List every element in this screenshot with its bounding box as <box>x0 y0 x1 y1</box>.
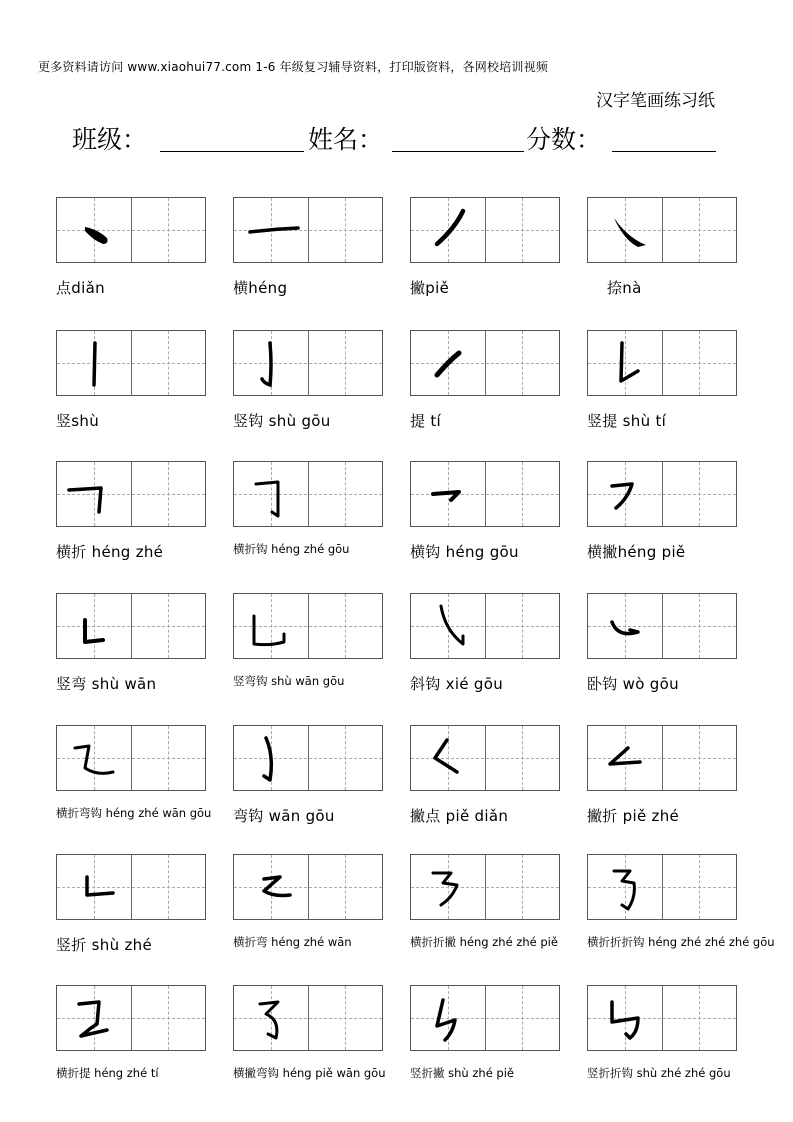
stroke-label: 卧钩 wò gōu <box>587 675 679 693</box>
stroke-label: 横héng <box>233 279 288 297</box>
stroke-label: 竖折撇 shù zhé piě <box>410 1066 515 1080</box>
stroke-shuzhepie-icon <box>411 986 485 1050</box>
stroke-cell-shuzhepie <box>410 985 560 1105</box>
stroke-label: 横折弯钩 héng zhé wān gōu <box>56 806 212 820</box>
practice-grid[interactable] <box>56 725 206 791</box>
stroke-label: 横折钩 héng zhé gōu <box>233 542 350 556</box>
stroke-piezhe-icon <box>588 726 662 790</box>
stroke-hengzhezhezhegou-icon <box>588 855 662 919</box>
stroke-label: 横折弯 héng zhé wān <box>233 935 352 949</box>
stroke-label: 横折提 héng zhé tí <box>56 1066 159 1080</box>
practice-grid[interactable] <box>56 593 206 659</box>
score-label: 分数： <box>526 125 602 154</box>
stroke-henggou-icon <box>411 462 485 526</box>
stroke-piedian-icon <box>411 726 485 790</box>
stroke-xiegou-icon <box>411 594 485 658</box>
stroke-label: 横钩 héng gōu <box>410 543 519 561</box>
stroke-shuwangou-icon <box>234 594 308 658</box>
practice-grid[interactable] <box>233 461 383 527</box>
stroke-label: 竖弯钩 shù wān gōu <box>233 674 345 688</box>
stroke-hengpiewangou-icon <box>234 986 308 1050</box>
practice-grid[interactable] <box>410 330 560 396</box>
stroke-label: 竖折折钩 shù zhé zhé gōu <box>587 1066 731 1080</box>
practice-grid[interactable] <box>587 330 737 396</box>
practice-grid[interactable] <box>410 985 560 1051</box>
stroke-cell-hengzhegou <box>233 461 383 581</box>
stroke-cell-wangou <box>233 725 383 845</box>
practice-grid[interactable] <box>233 330 383 396</box>
stroke-label: 斜钩 xié gōu <box>410 675 504 693</box>
stroke-label: 横折折撇 héng zhé zhé piě <box>410 935 558 949</box>
stroke-label: 弯钩 wān gōu <box>233 807 335 825</box>
class-label: 班级： <box>72 125 148 154</box>
stroke-shuti-icon <box>588 331 662 395</box>
document-title: 汉字笔画练习纸 <box>596 91 715 111</box>
stroke-label: 竖提 shù tí <box>587 412 667 430</box>
practice-grid[interactable] <box>587 593 737 659</box>
stroke-label: 竖折 shù zhé <box>56 936 152 954</box>
student-info-row <box>72 120 722 160</box>
score-blank[interactable] <box>612 151 716 152</box>
stroke-label: 横撇héng piě <box>587 543 686 561</box>
stroke-cell-hengpiewangou <box>233 985 386 1105</box>
stroke-hengzhezhepie-icon <box>411 855 485 919</box>
stroke-hengzhewangou-icon <box>57 726 131 790</box>
stroke-ti-icon <box>411 331 485 395</box>
stroke-cell-na <box>587 197 737 317</box>
stroke-cell-shu <box>56 330 206 450</box>
stroke-cell-ti <box>410 330 560 450</box>
stroke-label: 横折 héng zhé <box>56 543 164 561</box>
stroke-label: 点diǎn <box>56 279 105 297</box>
stroke-shuzhezhegou-icon <box>588 986 662 1050</box>
practice-grid[interactable] <box>56 854 206 920</box>
stroke-label: 竖shù <box>56 412 100 430</box>
stroke-shuwan-icon <box>57 594 131 658</box>
stroke-label: 横折折折钩 héng zhé zhé zhé gōu <box>587 935 775 949</box>
stroke-cell-pie <box>410 197 560 317</box>
stroke-dian-icon <box>57 198 131 262</box>
stroke-label: 竖钩 shù gōu <box>233 412 331 430</box>
stroke-label: 撇piě <box>410 279 450 297</box>
stroke-shuzhe-icon <box>57 855 131 919</box>
name-label: 姓名： <box>308 125 384 154</box>
practice-grid[interactable] <box>410 461 560 527</box>
stroke-cell-wogou <box>587 593 737 713</box>
practice-grid[interactable] <box>233 854 383 920</box>
stroke-shugou-icon <box>234 331 308 395</box>
stroke-cell-shuzhezhegou <box>587 985 737 1105</box>
stroke-cell-hengzhewangou <box>56 725 212 845</box>
stroke-cell-hengpie <box>587 461 737 581</box>
stroke-cell-xiegou <box>410 593 560 713</box>
practice-grid[interactable] <box>233 593 383 659</box>
stroke-shu-icon <box>57 331 131 395</box>
stroke-cell-shugou <box>233 330 383 450</box>
practice-grid[interactable] <box>587 985 737 1051</box>
stroke-cell-hengzhezhezhegou <box>587 854 775 974</box>
stroke-na-icon <box>588 198 662 262</box>
class-blank[interactable] <box>160 151 304 152</box>
practice-grid[interactable] <box>587 197 737 263</box>
stroke-heng-icon <box>234 198 308 262</box>
practice-grid[interactable] <box>56 197 206 263</box>
practice-grid[interactable] <box>233 197 383 263</box>
stroke-cell-hengzhezhepie <box>410 854 560 974</box>
practice-grid[interactable] <box>410 854 560 920</box>
stroke-label: 提 tí <box>410 412 442 430</box>
practice-grid[interactable] <box>587 461 737 527</box>
stroke-hengzhewan-icon <box>234 855 308 919</box>
stroke-cell-henggou <box>410 461 560 581</box>
stroke-hengzhegou-icon <box>234 462 308 526</box>
practice-grid[interactable] <box>587 854 737 920</box>
stroke-cell-dian <box>56 197 206 317</box>
practice-grid[interactable] <box>56 461 206 527</box>
stroke-label: 撇折 piě zhé <box>587 807 680 825</box>
practice-grid[interactable] <box>410 197 560 263</box>
stroke-label: 撇点 piě diǎn <box>410 807 509 825</box>
name-blank[interactable] <box>392 151 524 152</box>
stroke-label: 横撇弯钩 héng piě wān gōu <box>233 1066 386 1080</box>
site-note: 更多资料请访问 www.xiaohui77.com 1-6 年级复习辅导资料，打印版资料，各网校培训视频 <box>38 60 548 74</box>
stroke-hengzhe-icon <box>57 462 131 526</box>
practice-grid[interactable] <box>56 985 206 1051</box>
practice-grid[interactable] <box>410 725 560 791</box>
stroke-hengpie-icon <box>588 462 662 526</box>
stroke-wangou-icon <box>234 726 308 790</box>
stroke-hengzheti-icon <box>57 986 131 1050</box>
stroke-cell-heng <box>233 197 383 317</box>
practice-grid[interactable] <box>233 725 383 791</box>
stroke-label: 捺nà <box>607 279 642 297</box>
stroke-cell-shuti <box>587 330 737 450</box>
stroke-cell-piedian <box>410 725 560 845</box>
stroke-cell-hengzheti <box>56 985 206 1105</box>
stroke-cell-hengzhewan <box>233 854 383 974</box>
stroke-pie-icon <box>411 198 485 262</box>
stroke-cell-shuwan <box>56 593 206 713</box>
stroke-cell-shuwangou <box>233 593 383 713</box>
practice-grid[interactable] <box>410 593 560 659</box>
practice-grid[interactable] <box>587 725 737 791</box>
practice-grid[interactable] <box>56 330 206 396</box>
stroke-cell-shuzhe <box>56 854 206 974</box>
stroke-wogou-icon <box>588 594 662 658</box>
stroke-label: 竖弯 shù wān <box>56 675 157 693</box>
practice-grid[interactable] <box>233 985 383 1051</box>
stroke-cell-hengzhe <box>56 461 206 581</box>
stroke-cell-piezhe <box>587 725 737 845</box>
